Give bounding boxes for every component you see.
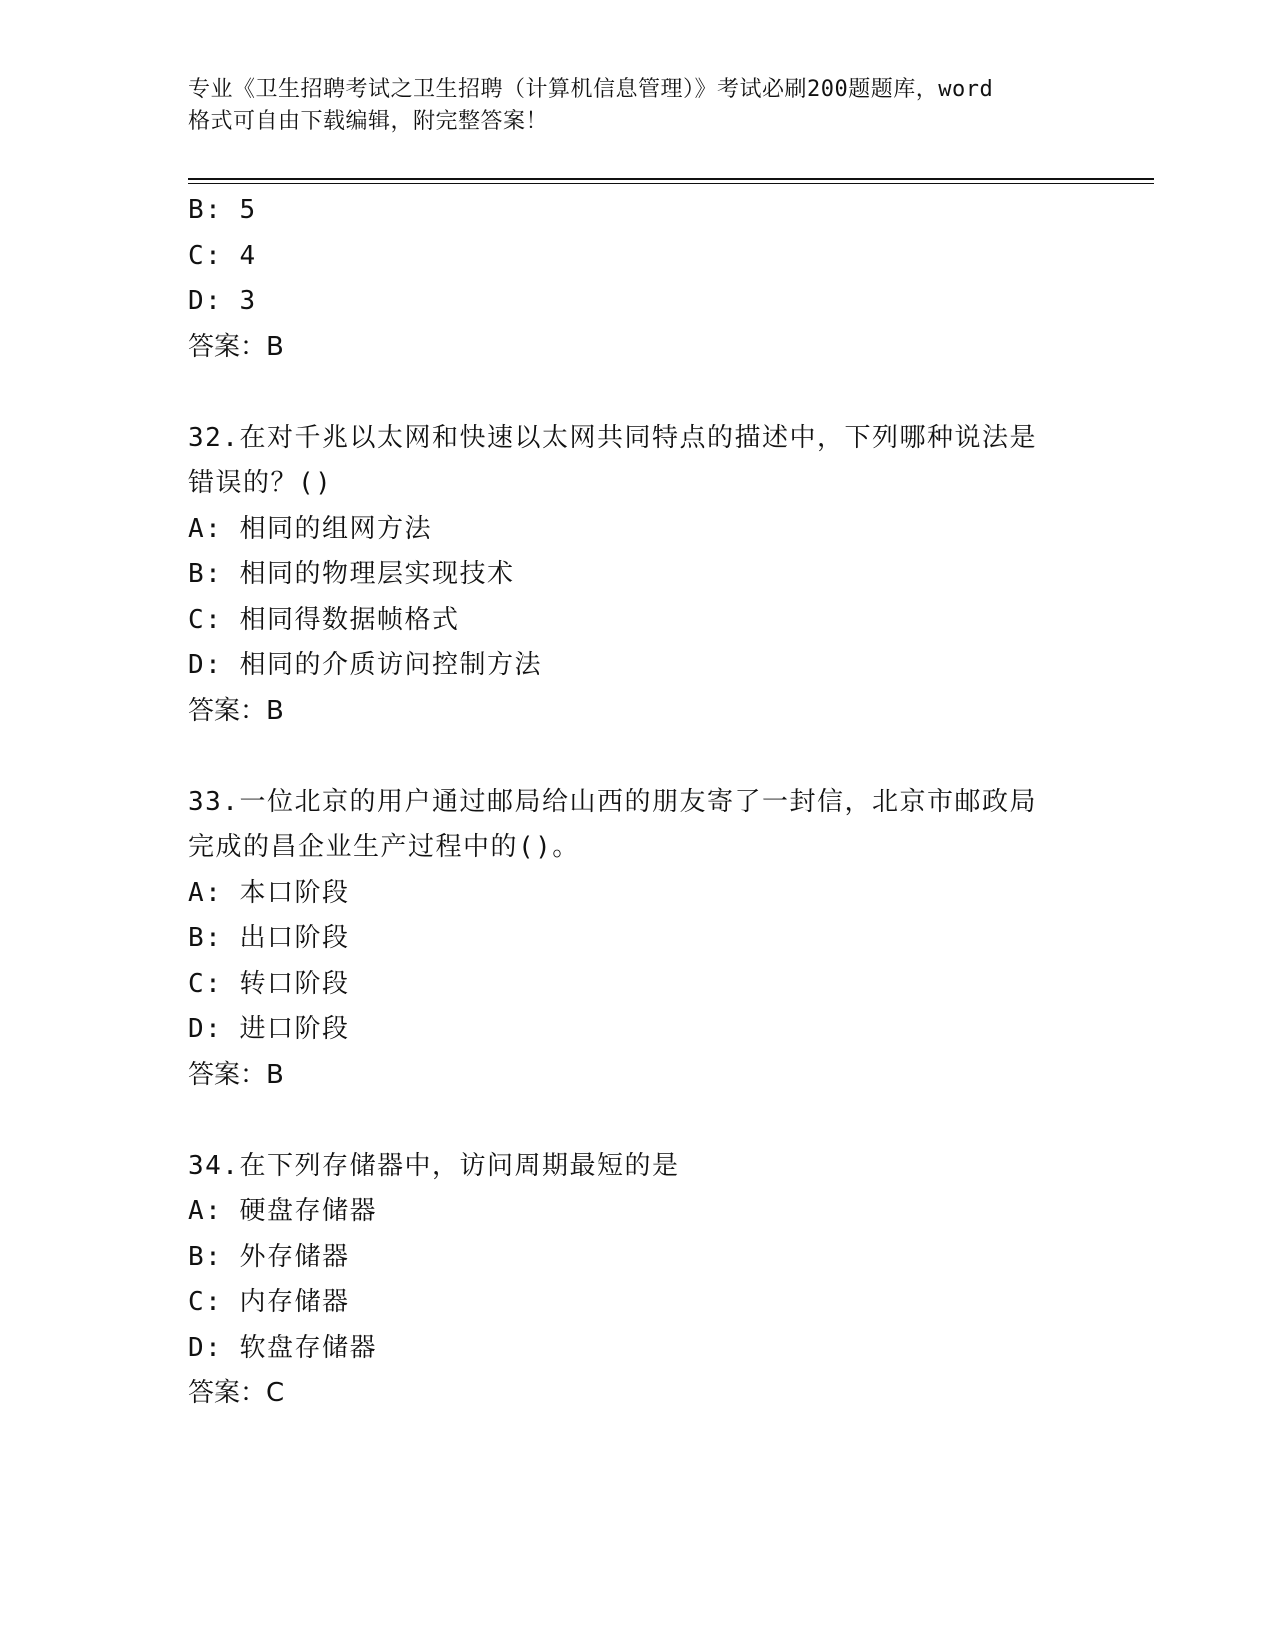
- question-stem-line: 34.在下列存储器中，访问周期最短的是: [188, 1150, 680, 1181]
- question-spacer: [188, 734, 1088, 780]
- option-b: B: 相同的物理层实现技术: [188, 559, 515, 589]
- question-stem-line: 33.一位北京的用户通过邮局给山西的朋友寄了一封信，北京市邮政局: [188, 786, 1037, 817]
- option-d: D: 相同的介质访问控制方法: [188, 650, 542, 680]
- option-a: A: 相同的组网方法: [188, 513, 432, 544]
- option-d: D: 进口阶段: [188, 1014, 350, 1044]
- option-d: D: 3: [188, 286, 257, 316]
- option-c: C: 内存储器: [188, 1287, 350, 1317]
- header-rule-thin: [188, 183, 1154, 184]
- option-b: B: 出口阶段: [188, 923, 350, 953]
- answer-line: 答案：B: [188, 695, 284, 726]
- question-stem-line: 错误的？(): [188, 468, 333, 498]
- question-spacer: [188, 370, 1088, 416]
- option-a: A: 硬盘存储器: [188, 1196, 377, 1226]
- header-line-1: 专业《卫生招聘考试之卫生招聘（计算机信息管理）》考试必刷200题题库，word: [188, 77, 994, 102]
- option-c: C: 相同得数据帧格式: [188, 604, 460, 635]
- answer-line: 答案：B: [188, 1059, 284, 1090]
- header-rule-thick: [188, 178, 1154, 180]
- question-spacer: [188, 1098, 1088, 1144]
- document-header: [188, 74, 1088, 138]
- option-b: B: 外存储器: [188, 1241, 350, 1272]
- question-list: [188, 188, 1088, 1417]
- question-stem-line: 完成的昌企业生产过程中的()。: [188, 832, 580, 862]
- question-34: [188, 1144, 1088, 1417]
- header-line-2: 格式可自由下载编辑，附完整答案！: [188, 109, 549, 134]
- option-d: D: 软盘存储器: [188, 1332, 377, 1363]
- question-31-continued: [188, 188, 1088, 370]
- question-stem-line: 32.在对千兆以太网和快速以太网共同特点的描述中，下列哪种说法是: [188, 422, 1037, 453]
- answer-line: 答案：C: [188, 1378, 285, 1408]
- question-32: [188, 416, 1088, 735]
- question-33: [188, 780, 1088, 1099]
- answer-line: 答案：B: [188, 331, 284, 362]
- option-c: C: 4: [188, 240, 257, 271]
- option-a: A: 本口阶段: [188, 877, 350, 908]
- option-b: B: 5: [188, 195, 257, 225]
- option-c: C: 转口阶段: [188, 968, 350, 999]
